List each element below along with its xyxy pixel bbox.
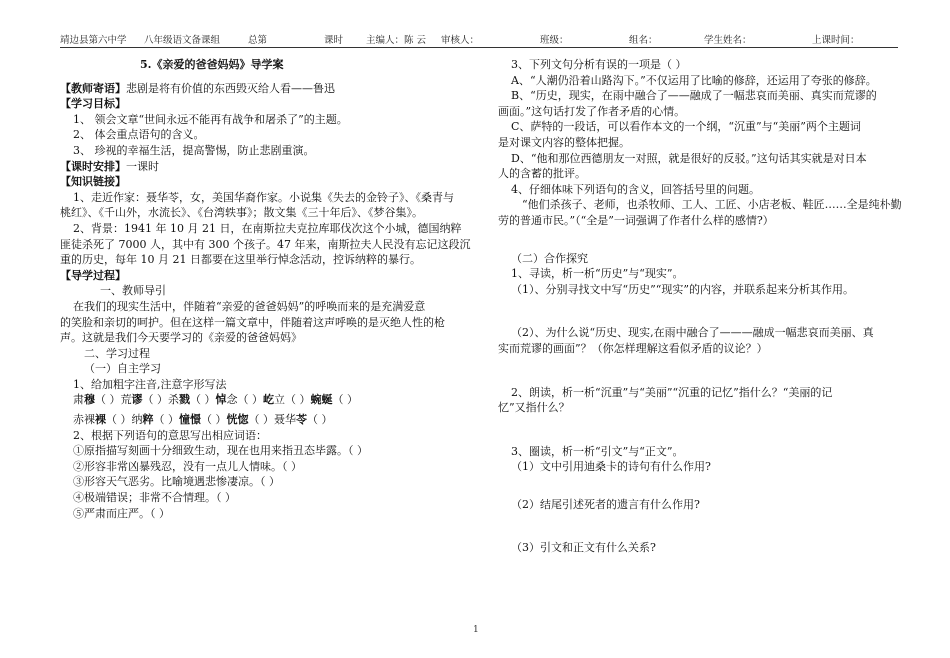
option-b: B、“历史，现实，在雨中融合了——融成了一幅悲哀而美丽、真实而荒谬的	[511, 89, 877, 103]
coop-question-3a: （1）文中引用迪桑卡的诗句有什么作用?	[511, 460, 711, 474]
schedule: 【课时安排】一课时	[60, 159, 159, 173]
header-editor: 主编人：陈 云	[366, 35, 427, 46]
header-reviewer: 审核人：	[441, 35, 480, 46]
question-4-quote-cont: 劳的普通市民。”（“全是”一词强调了作者什么样的感情?）	[498, 213, 774, 227]
coop-question-1b-cont: 实而荒谬的画面”？（你怎样理解这看似矛盾的议论？）	[498, 341, 768, 355]
option-a: A、“人潮仍沿着山路沟下。”不仅运用了比喻的修辞，还运用了夸张的修辞。	[511, 73, 877, 87]
option-b-cont: 画面。”这句话打发了作者矛盾的心情。	[498, 104, 686, 118]
option-c-cont: 是对课文内容的整体把握。	[498, 135, 630, 149]
header-divider	[60, 47, 898, 48]
process-heading: 【导学过程】	[60, 268, 126, 282]
header-team: 组名：	[629, 35, 658, 46]
coop-question-2-cont: 忆”又指什么？	[498, 401, 570, 415]
coop-question-1a: （1）、分别寻找文中写“历史”“现实”的内容，并联系起来分析其作用。	[511, 282, 854, 296]
coop-question-2: 2、朗读，析一析“沉重”与“美丽”“沉重的记忆”指什么？“美丽的记	[511, 385, 833, 399]
goals-heading: 【学习目标】	[60, 97, 126, 111]
header-group: 八年级语文备课组	[144, 35, 221, 46]
option-c: C、萨特的一段话，可以看作本文的一个纲，“沉重”与“美丽”两个主题词	[511, 120, 861, 134]
pinyin-row-1: 肃 穆 （ ）荒 谬 （ ）杀 戮 （ ） 悼 念（ ） 屹 立（ ） 蜿蜒 （ ）	[73, 393, 358, 407]
right-column	[498, 57, 908, 556]
knowledge-line: 匪徒杀死了 7000 人，其中有 300 个孩子。47 年来，南斯拉夫人民没有忘记这段沉	[60, 237, 471, 251]
intro-line: 的笑脸和亲切的呵护。但在这样一篇文章中，伴随着这声呼唤的是灭绝人性的枪	[60, 315, 445, 329]
header-time: 上课时间：	[812, 35, 860, 46]
teacher-message: 【教师寄语】悲剧是将有价值的东西毁灭给人看——鲁迅	[60, 81, 335, 95]
header-student: 学生姓名：	[704, 35, 752, 46]
knowledge-heading: 【知识链接】	[60, 175, 126, 189]
intro-line: 声。这就是我们今天要学习的《亲爱的爸爸妈妈》	[60, 331, 302, 345]
section-learning-process: 二、学习过程	[84, 346, 150, 360]
header-school: 靖边县第六中学	[60, 35, 127, 46]
goal-item: 1、 领会文章“世间永远不能再有战争和屠杀了”的主题。	[73, 112, 348, 126]
question-definitions: 2、根据下列语句的意思写出相应词语：	[73, 428, 267, 442]
pinyin-row-2: 赤裸 裸 （ ）纳 粹 （ ） 憧憬 （ ） 恍惚 （ ）聂华 苓 （ ）	[73, 413, 333, 427]
header-class: 班级：	[540, 35, 569, 46]
doc-title: 5.《亲爱的爸爸妈妈》导学案	[140, 58, 284, 71]
goal-item: 2、 体会重点语句的含义。	[73, 128, 205, 142]
definition-item: ④极端错误；非常不合情理。（ ）	[73, 491, 236, 505]
subsection-self-study: （一）自主学习	[84, 362, 161, 376]
coop-question-1b: （2）、为什么说“历史、现实,在雨中融合了———融成一幅悲哀而美丽、真	[511, 326, 874, 340]
intro-line: 在我们的现实生活中，伴随着“亲爱的爸爸妈妈”的呼唤而来的是充满爱意	[73, 299, 426, 313]
option-d: D、“他和那位西德朋友一对照，就是很好的反驳。”这句话其实就是对日本	[511, 151, 867, 165]
question-4: 4、仔细体味下列语句的含义，回答括号里的问题。	[511, 182, 760, 196]
option-d-cont: 人的含蓄的批评。	[498, 167, 586, 181]
knowledge-line: 重的历史，每年 10 月 21 日都要在这里举行悼念活动，控诉纳粹的暴行。	[60, 253, 421, 267]
definition-item: ②形容非常凶暴残忍，没有一点儿人情味。（ ）	[73, 459, 302, 473]
coop-question-3c: （3）引文和正文有什么关系?	[511, 541, 656, 555]
coop-question-1: 1、寻读，析一析“历史”与“现实”。	[511, 267, 684, 281]
header-total: 总第	[248, 35, 268, 46]
question-pinyin: 1、给加粗字注音,注意字形写法	[73, 377, 227, 391]
question-4-quote: “他们杀孩子、老师，也杀牧师、工人、工匠、小店老板、鞋匠……全是纯朴勤	[522, 198, 902, 212]
page-number: 1	[473, 625, 479, 635]
definition-item: ⑤严肃而庄严。（ ）	[73, 506, 170, 520]
left-column	[60, 57, 470, 521]
definition-item: ③形容天气恶劣。比喻境遇悲惨凄凉。（ ）	[73, 475, 280, 489]
knowledge-line: 桃红》、《千山外，水流长》、《台湾轶事》；散文集《三十年后》、《梦谷集》。	[60, 206, 423, 220]
knowledge-line: 1、走近作家：聂华苓，女，美国华裔作家。小说集《失去的金铃子》、《桑青与	[73, 190, 454, 204]
goal-item: 3、 珍视的幸福生活，提高警惕，防止悲剧重演。	[73, 143, 315, 157]
coop-question-3: 3、圈读，析一析“引文”与“正文”。	[511, 444, 684, 458]
subsection-cooperation: （二）合作探究	[511, 251, 588, 265]
question-3: 3、下列文句分析有误的一项是（ ）	[511, 58, 687, 71]
knowledge-line: 2、背景：1941 年 10 月 21 日，在南斯拉夫克拉库耶伐次这个小城，德国纳粹	[73, 221, 462, 235]
definition-item: ①原指描写刻画十分细致生动，现在也用来指丑态毕露。（ ）	[73, 444, 368, 458]
coop-question-3b: （2）结尾引述死者的遗言有什么作用?	[511, 497, 700, 511]
header-lesson: 课时	[324, 35, 344, 46]
section-teacher-guide: 一、教师导引	[100, 284, 166, 298]
